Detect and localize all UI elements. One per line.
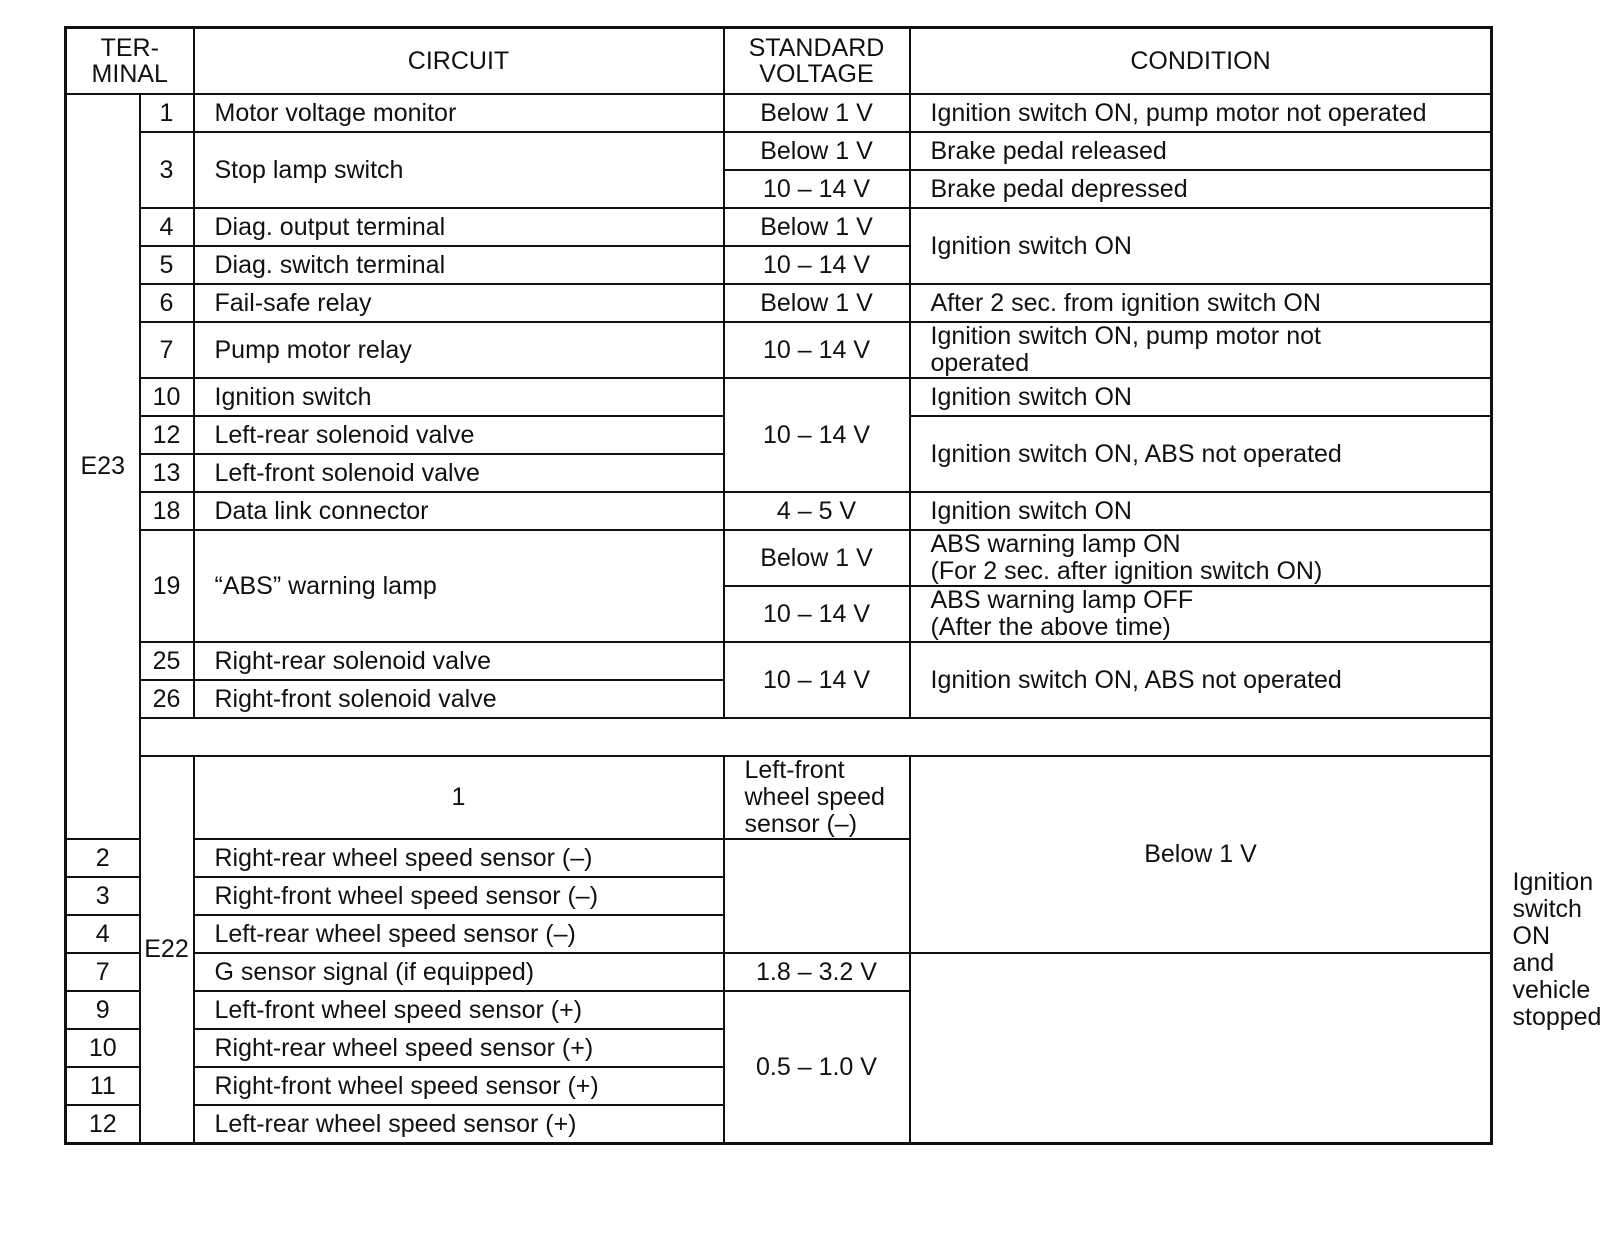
standard-voltage: Below 1 V bbox=[724, 132, 910, 170]
circuit-name: Left-rear wheel speed sensor (+) bbox=[194, 1105, 724, 1144]
terminal-number: 10 bbox=[66, 1029, 140, 1067]
terminal-number: 7 bbox=[140, 322, 194, 378]
table-row bbox=[66, 492, 1492, 530]
terminal-number: 13 bbox=[140, 454, 194, 492]
terminal-number: 12 bbox=[140, 416, 194, 454]
circuit-name: “ABS” warning lamp bbox=[194, 530, 724, 642]
terminal-number: 7 bbox=[66, 953, 140, 991]
circuit-name: Ignition switch bbox=[194, 378, 724, 416]
circuit-name: Right-front wheel speed sensor (–) bbox=[194, 877, 724, 915]
standard-voltage: 1.8 – 3.2 V bbox=[724, 953, 910, 991]
voltage-header: STANDARD VOLTAGE bbox=[724, 28, 910, 95]
terminal-number: 3 bbox=[140, 132, 194, 208]
terminal-number: 1 bbox=[194, 756, 724, 839]
header-row bbox=[66, 28, 1492, 95]
circuit-name: Right-rear wheel speed sensor (+) bbox=[194, 1029, 724, 1067]
circuit-name: Left-front wheel speed sensor (+) bbox=[194, 991, 724, 1029]
circuit-name: Diag. output terminal bbox=[194, 208, 724, 246]
terminal-number: 11 bbox=[66, 1067, 140, 1105]
standard-voltage: 4 – 5 V bbox=[724, 492, 910, 530]
terminal-header: TER- MINAL bbox=[66, 28, 194, 95]
condition-text: After 2 sec. from ignition switch ON bbox=[910, 284, 1492, 322]
circuit-name: Right-rear solenoid valve bbox=[194, 642, 724, 680]
connector-label-e23: E23 bbox=[66, 94, 140, 839]
standard-voltage: 10 – 14 V bbox=[724, 322, 910, 378]
terminal-number: 6 bbox=[140, 284, 194, 322]
standard-voltage: 0.5 – 1.0 V bbox=[724, 991, 910, 1144]
circuit-name: Pump motor relay bbox=[194, 322, 724, 378]
terminal-number: 4 bbox=[140, 208, 194, 246]
circuit-name: Right-front wheel speed sensor (+) bbox=[194, 1067, 724, 1105]
circuit-name: Left-front solenoid valve bbox=[194, 454, 724, 492]
table-row bbox=[66, 284, 1492, 322]
condition-text: Brake pedal released bbox=[910, 132, 1492, 170]
condition-text: Ignition switch ON bbox=[910, 208, 1492, 284]
standard-voltage: 10 – 14 V bbox=[724, 586, 910, 642]
table-row bbox=[66, 322, 1492, 378]
condition-text: Ignition switch ON, pump motor not operated bbox=[910, 94, 1492, 132]
terminal-number: 3 bbox=[66, 877, 140, 915]
terminal-number: 10 bbox=[140, 378, 194, 416]
standard-voltage: 10 – 14 V bbox=[724, 246, 910, 284]
standard-voltage: Below 1 V bbox=[724, 208, 910, 246]
table-row bbox=[66, 378, 1492, 416]
standard-voltage: Below 1 V bbox=[724, 530, 910, 586]
terminal-number: 25 bbox=[140, 642, 194, 680]
terminal-number: 19 bbox=[140, 530, 194, 642]
connector-label-e22: E22 bbox=[140, 756, 194, 1144]
circuit-name: Data link connector bbox=[194, 492, 724, 530]
condition-text: Brake pedal depressed bbox=[910, 170, 1492, 208]
terminal-number: 5 bbox=[140, 246, 194, 284]
circuit-name: G sensor signal (if equipped) bbox=[194, 953, 724, 991]
standard-voltage: Below 1 V bbox=[724, 94, 910, 132]
terminal-number: 1 bbox=[140, 94, 194, 132]
table-row bbox=[66, 530, 1492, 586]
standard-voltage: Below 1 V bbox=[910, 756, 1492, 953]
section-spacer bbox=[66, 718, 1492, 756]
table-row bbox=[66, 208, 1492, 246]
standard-voltage: Below 1 V bbox=[724, 284, 910, 322]
condition-text: ABS warning lamp OFF (After the above time) bbox=[910, 586, 1492, 642]
circuit-name: Diag. switch terminal bbox=[194, 246, 724, 284]
terminal-number: 12 bbox=[66, 1105, 140, 1144]
terminal-number: 2 bbox=[66, 839, 140, 877]
table-row: E22 1 Left-front wheel speed sensor (–) Below 1 V Ignition switch ON and vehicle stopped bbox=[66, 756, 1492, 839]
terminal-number: 18 bbox=[140, 492, 194, 530]
table-row bbox=[66, 642, 1492, 680]
terminal-number: 4 bbox=[66, 915, 140, 953]
circuit-name: Left-rear solenoid valve bbox=[194, 416, 724, 454]
table-row bbox=[66, 953, 1492, 991]
circuit-name: Left-front wheel speed sensor (–) bbox=[724, 756, 910, 839]
standard-voltage: 10 – 14 V bbox=[724, 170, 910, 208]
terminal-number: 9 bbox=[66, 991, 140, 1029]
condition-text: ABS warning lamp ON (For 2 sec. after ignition switch ON) bbox=[910, 530, 1492, 586]
standard-voltage: 10 – 14 V bbox=[724, 378, 910, 492]
circuit-name: Stop lamp switch bbox=[194, 132, 724, 208]
table-row bbox=[66, 132, 1492, 170]
circuit-name: Right-rear wheel speed sensor (–) bbox=[194, 839, 724, 877]
table-row bbox=[66, 991, 1492, 1029]
condition-text: Ignition switch ON bbox=[910, 492, 1492, 530]
condition-header: CONDITION bbox=[910, 28, 1492, 95]
condition-text: Ignition switch ON bbox=[910, 378, 1492, 416]
terminal-voltage-table bbox=[64, 26, 1601, 1145]
circuit-header: CIRCUIT bbox=[194, 28, 724, 95]
condition-text: Ignition switch ON, ABS not operated bbox=[910, 416, 1492, 492]
circuit-name: Right-front solenoid valve bbox=[194, 680, 724, 718]
standard-voltage: 10 – 14 V bbox=[724, 642, 910, 718]
terminal-number: 26 bbox=[140, 680, 194, 718]
circuit-name: Motor voltage monitor bbox=[194, 94, 724, 132]
spacer-cell bbox=[140, 718, 1492, 756]
circuit-name: Fail-safe relay bbox=[194, 284, 724, 322]
circuit-name: Left-rear wheel speed sensor (–) bbox=[194, 915, 724, 953]
condition-text: Ignition switch ON, pump motor not operated bbox=[910, 322, 1492, 378]
condition-text: Ignition switch ON, ABS not operated bbox=[910, 642, 1492, 718]
table-row bbox=[66, 94, 1492, 132]
